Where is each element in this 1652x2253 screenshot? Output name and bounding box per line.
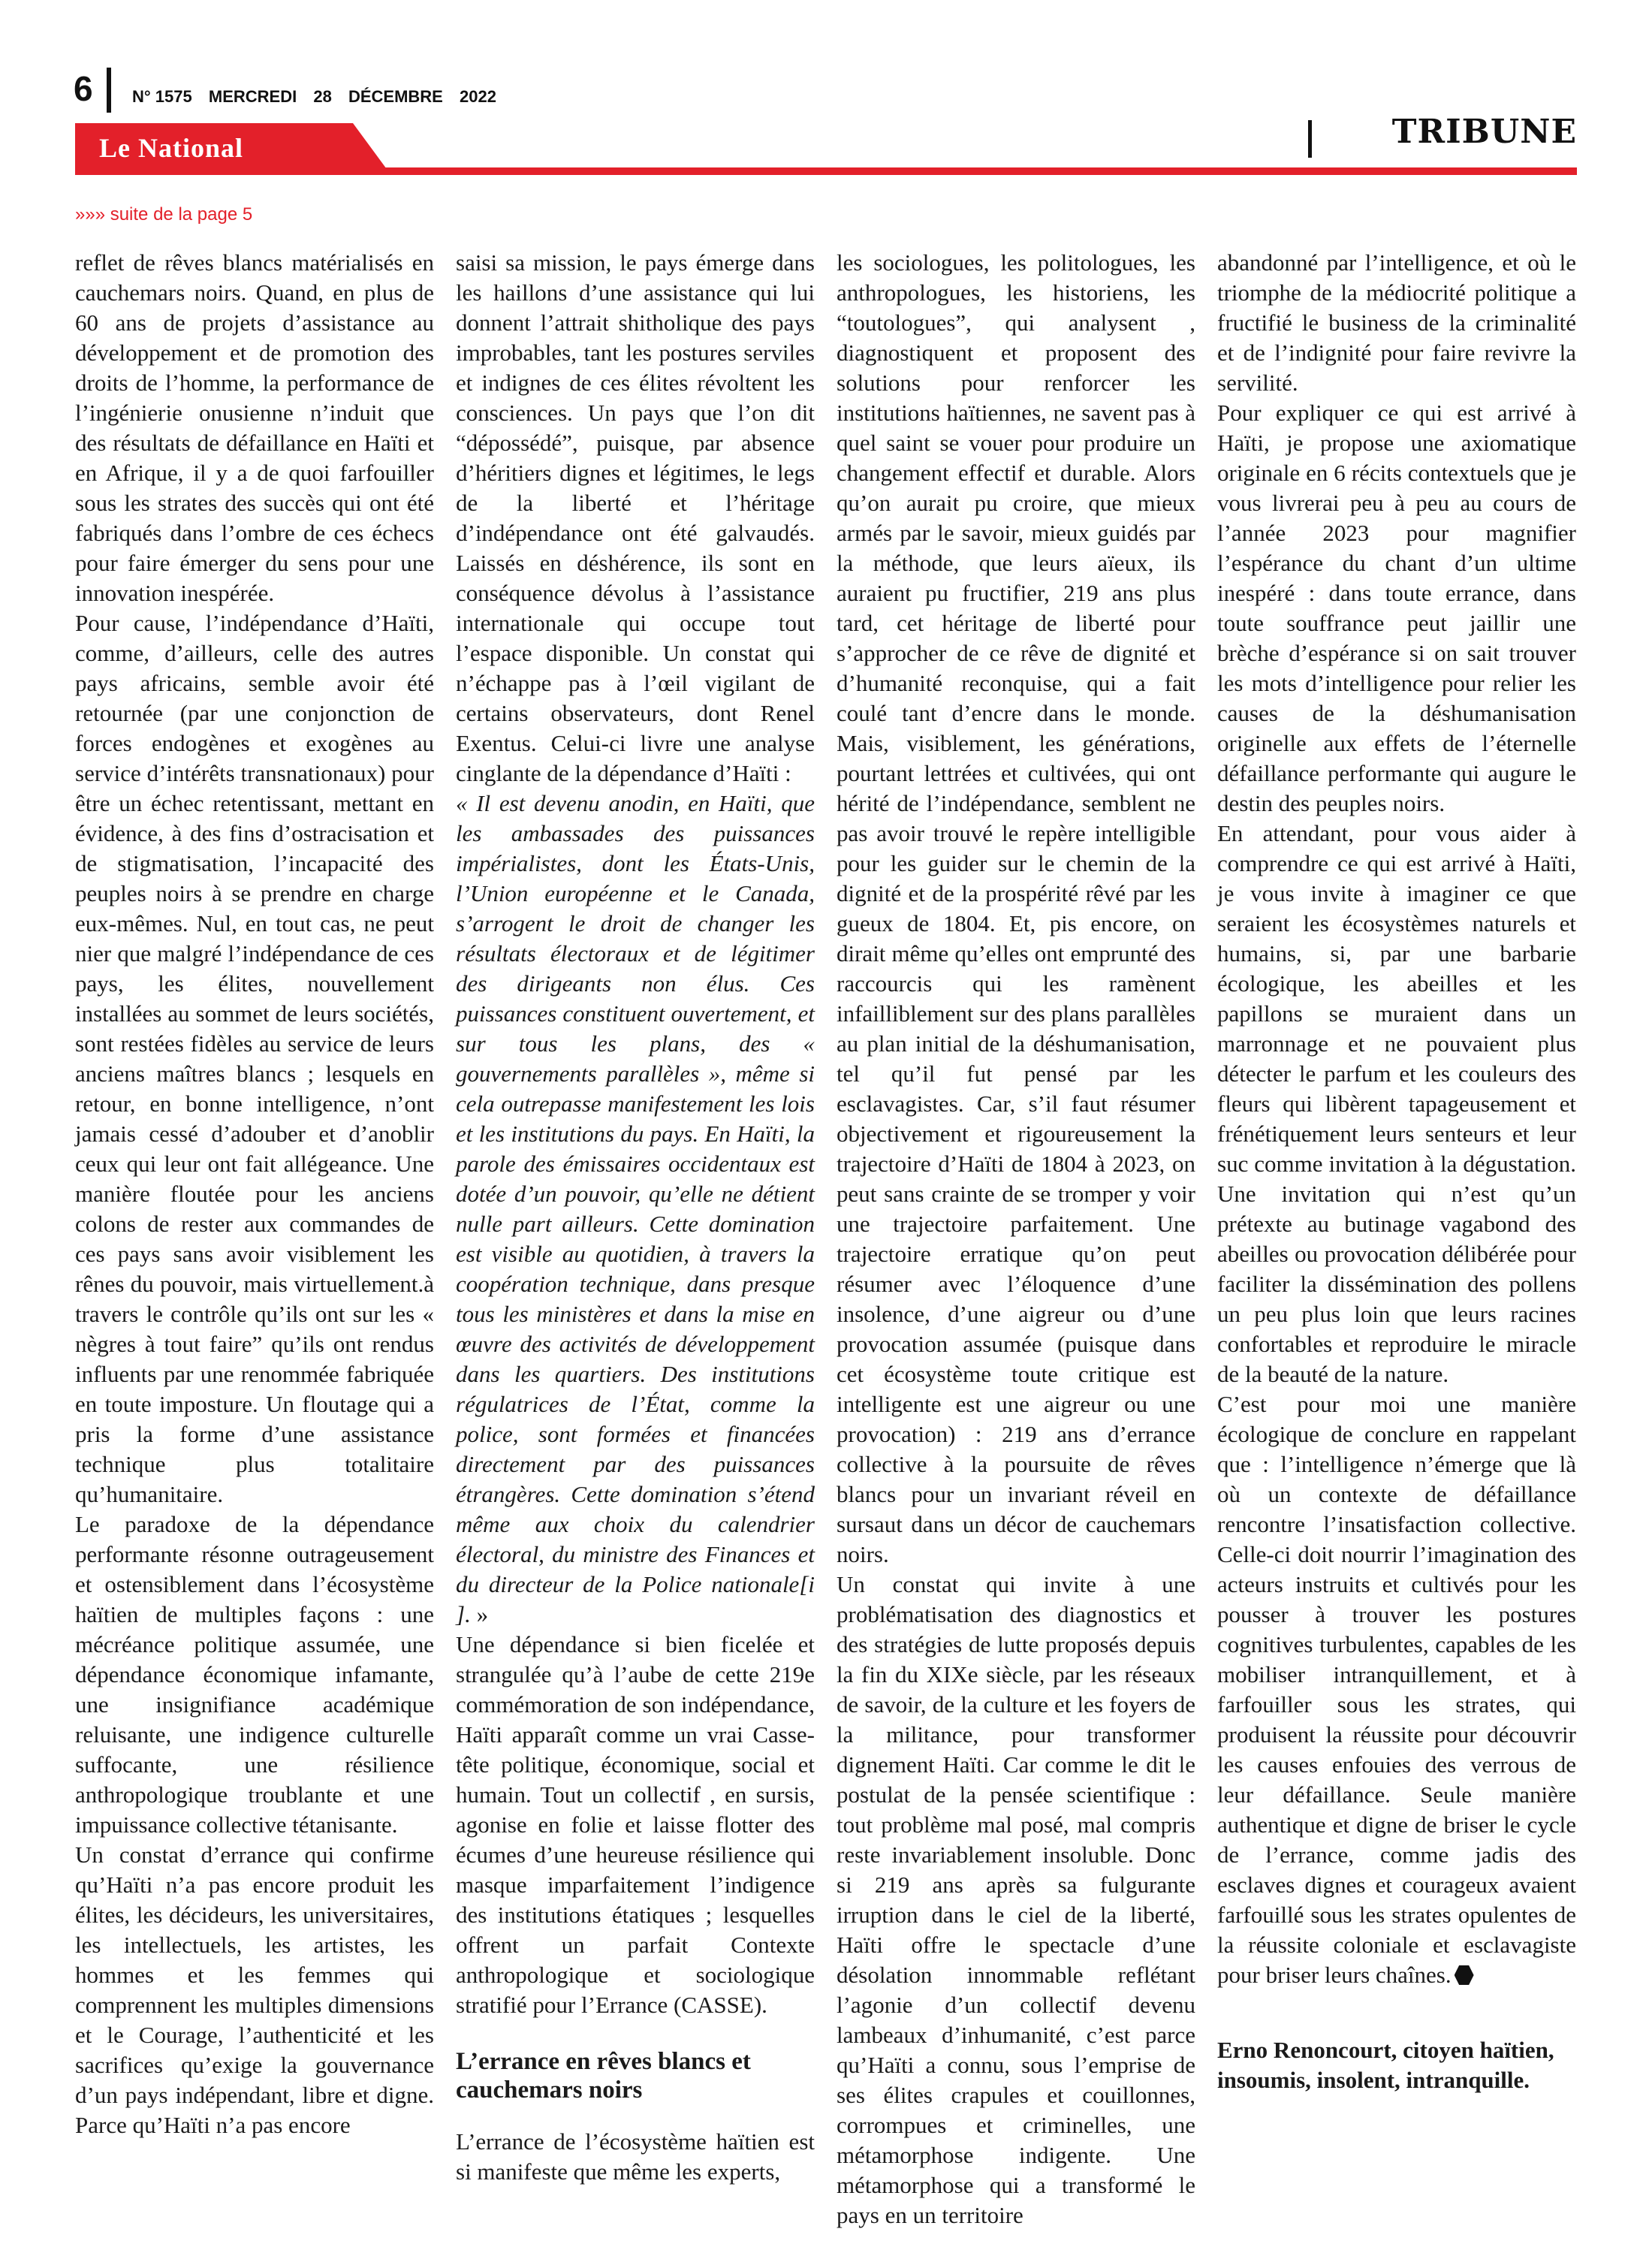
paragraph: Pour expliquer ce qui est arrivé à Haïti, je propose une axiomatique originale en 6 récits contextuels que je vous livrerai peu à peu au cours de l’année 2023 pour magnifier l’espérance du chant d’un ultime inespéré : dans toute errance, dans toute souffrance peut jaillir une brèche d’espérance si on sait trouver les mots d’intelligence pour relier les causes de la déshumanisation originelle aux effets de l’éternelle défaillance performante qui augure le destin des peuples noirs. — [1217, 400, 1576, 816]
continued-from-label: »»» suite de la page 5 — [75, 204, 253, 225]
end-mark-icon — [1455, 1965, 1474, 1985]
article-column-1 — [75, 248, 434, 2170]
quote-close: » — [470, 1601, 489, 1627]
paragraph: saisi sa mission, le pays émerge dans les haillons d’une assistance qui lui donnent l’attrait shitholique des pays improbables, tant les postures serviles et indignes de ces élites révoltent les consciences. Un pays que l’on dit “dépossédé”, puisque, par absence d’héritiers dignes et légitimes, le legs de la liberté et l’héritage d’indépendance ont été galvaudés. Laissés en déshérence, ils sont en conséquence dévolus à l’assistance internationale qui occupe tout l’espace disponible. Un constat qui n’échappe pas à l’œil vigilant de certains observateurs, dont Renel Exentus. Celui-ci livre une analyse cinglante de la dépendance d’Haïti : — [456, 249, 815, 786]
issue-year: 2022 — [459, 87, 496, 106]
page-number: 6 — [74, 69, 93, 108]
issue-number: N° 1575 — [132, 87, 192, 106]
paragraph: Pour cause, l’indépendance d’Haïti, comme, d’ailleurs, celle des autres pays africains, semble avoir été retournée (par une conjonction de forces endogènes et exogènes au service d’intérêts transnationaux) pour être un échec retentissant, mettant en évidence, à des fins d’ostracisation et de stigmatisation, l’incapacité des peuples noirs à se prendre en charge eux-mêmes. Nul, en tout cas, ne peut nier que malgré l’indépendance de ces pays, les élites, nouvellement installées au sommet de leurs sociétés, sont restées fidèles au service de leurs anciens maîtres blancs ; lesquels en retour, en bonne intelligence, n’ont jamais cessé d’adouber et d’anoblir ceux qui leur ont fait allégeance. Une manière floutée pour les anciens colons de rester aux commandes de ces pays sans avoir visiblement les rênes du pouvoir, mais virtuellement.à travers le contrôle qu’ils ont sur les « nègres à tout faire” qu’ils ont rendus influents par une renommée fabriquée en toute imposture. Un floutage qui a pris la forme d’une assistance technique plus totalitaire qu’humanitaire. — [75, 610, 434, 1507]
issue-dateline — [132, 87, 508, 107]
paragraph: Un constat qui invite à une problématisation des diagnostics et des stratégies de lutte proposés depuis la fin du XIXe siècle, par les réseaux de savoir, de la culture et les foyers de la militance, pour transformer dignement Haïti. Car comme le dit le postulat de la pensée scientifique : tout problème mal posé, mal compris reste invariablement insoluble. Donc si 219 ans après sa fulgurante irruption dans le ciel de la liberté, Haïti offre le spectacle d’une désolation innommable reflétant l’agonie d’un collectif devenu lambeaux d’inhumanité, c’est parce qu’Haïti a connu, sous l’emprise de ses élites crapules et couillonnes, corrompues et criminelles, une métamorphose indigente. Une métamorphose qui a transformé le pays en un territoire — [837, 1571, 1195, 2228]
masthead-banner — [75, 123, 390, 174]
issue-day: 28 — [313, 87, 332, 106]
newspaper-name: Le National — [99, 133, 244, 163]
article-column-2 — [456, 248, 815, 2185]
paragraph: En attendant, pour vous aider à comprendre ce qui est arrivé à Haïti, je vous invite à imaginer ce que seraient les écosystèmes naturels et humains, si, par une barbarie écologique, les abeilles et les papillons se muraient dans un marronnage et ne pouvaient plus détecter le parfum et les couleurs des fleurs qui libèrent tapageusement et frénétiquement leurs senteurs et leur suc comme invitation à la dégustation. Une invitation qui n’est qu’un prétexte au butinage vagabond des abeilles ou provocation délibérée pour faciliter la dissémination des pollens un peu plus loin que leurs racines confortables et reproduire le miracle de la beauté de la nature. — [1217, 820, 1576, 1387]
quote-paragraph — [456, 789, 815, 1630]
paragraph: abandonné par l’intelligence, et où le triomphe de la médiocrité politique a fructifié le business de la criminalité et de l’indignité pour faire revivre la servilité. — [1217, 249, 1576, 396]
subheading: L’errance en rêves blancs et cauchemars noirs — [456, 2048, 751, 2104]
paragraph: Le paradoxe de la dépendance performante résonne outrageusement et ostensiblement dans l’écosystème haïtien de multiples façons : une mécréance politique assumée, une dépendance économique infamante, une insignifiance académique reluisante, une indigence culturelle suffocante, une résilience anthropologique troublante et une impuissance collective tétanisante. — [75, 1511, 434, 1838]
page-number-divider — [107, 68, 111, 113]
issue-weekday: MERCREDI — [208, 87, 297, 106]
section-title: TRIBUNE — [1391, 113, 1577, 151]
issue-month: DÉCEMBRE — [348, 87, 443, 106]
paragraph: L’errance de l’écosystème haïtien est si manifeste que même les experts, — [456, 2128, 815, 2185]
block-quote: « Il est devenu anodin, en Haïti, que les ambassades des puissances impérialistes, dont les États-Unis, l’Union européenne et le Canada, s’arrogent le droit de changer les résultats électoraux et de légitimer des dirigeants non élus. Ces puissances constituent ouvertement, et sur tous les plans, des « gouvernements parallèles », même si cela outrepasse manifestement les lois et les institutions du pays. En Haïti, la parole des émissaires occidentaux est dotée d’un pouvoir, qu’elle ne détient nulle part ailleurs. Cette domination est visible au quotidien, à travers la coopération technique, dans presque tous les ministères et dans la mise en œuvre des activités de développement dans les quartiers. Des institutions régulatrices de l’État, comme la police, sont formées et financées directement par des puissances étrangères. Cette domination s’étend même aux choix du calendrier électoral, du ministre des Finances et du directeur de la Police nationale[i ]. — [456, 790, 815, 1627]
paragraph-text: C’est pour moi une manière écologique de conclure en rappelant que : l’intelligence n’émerge que là où un contexte de défaillance rencontre l’insatisfaction collective. Celle-ci doit nourrir l’imagination des acteurs instruits et cultivés pour les pousser à trouver les postures cognitives turbulentes, capables de les mobiliser intranquillement, et à farfouiller sous les strates, qui produisent la réussite pour découvrir les causes enfouies des verrous de leur défaillance. Seule manière authentique et digne de briser le cycle de l’errance, comme jadis des esclaves dignes et courageux avaient farfouillé sous les strates opulentes de la réussite coloniale et esclavagiste pour briser leurs chaînes. — [1217, 1391, 1576, 1988]
paragraph: Une dépendance si bien ficelée et strangulée qu’à l’aube de cette 219e commémoration de son indépendance, Haïti apparaît comme un vrai Casse-tête politique, économique, social et humain. Tout un collectif , en sursis, agonise en folie et laisse flotter des écumes d’une heureuse résilience qui masque imparfaitement l’indigence des institutions étatiques ; lesquelles offrent un parfait Contexte anthropologique et sociologique stratifié pour l’Errance (CASSE). — [456, 1631, 815, 2018]
paragraph: Un constat d’errance qui confirme qu’Haïti n’a pas encore produit les élites, les décideurs, les universitaires, les intellectuels, les artistes, les hommes et les femmes qui comprennent les multiples dimensions et le Courage, l’authenticité et les sacrifices qu’exige la gouvernance d’un pays indépendant, libre et digne. Parce qu’Haïti n’a pas encore — [75, 1841, 434, 2138]
paragraph: reflet de rêves blancs matérialisés en cauchemars noirs. Quand, en plus de 60 ans de projets d’assistance au développement et de promotion des droits de l’homme, la performance de l’ingénierie onusienne n’induit que des résultats de défaillance en Haïti et en Afrique, il y a de quoi farfouiller sous les strates des succès qui ont été fabriqués dans l’ombre de ces échecs pour faire émerger du sens pour une innovation inespérée. — [75, 249, 434, 606]
article-column-3 — [837, 248, 1195, 2228]
author-signature: Erno Renoncourt, citoyen haïtien, insoumis, insolent, intranquille. — [1217, 2037, 1554, 2093]
closing-paragraph — [1217, 1389, 1576, 1990]
section-divider — [1308, 120, 1312, 158]
article-column-4 — [1217, 248, 1576, 2170]
paragraph: les sociologues, les politologues, les anthropologues, les historiens, les “toutologues”, qui analysent , diagnostiquent et proposent des solutions pour renforcer les institutions haïtiennes, ne savent pas à quel saint se vouer pour produire un changement effectif et durable. Alors qu’on aurait pu croire, que mieux armés par le savoir, mieux guidés par la méthode, que leurs aïeux, ils auraient pu fructifier, 219 ans plus tard, cet héritage de liberté pour s’approcher de ce rêve de dignité et d’humanité reconquise, qui a fait coulé tant d’encre dans le monde. Mais, visiblement, les générations, pourtant lettrées et cultivées, qui ont hérité de l’indépendance, semblent ne pas avoir trouvé le repère intelligible pour les guider sur le chemin de la dignité et de la prospérité rêvé par les gueux de 1804. Et, pis encore, on dirait même qu’elles ont emprunté des raccourcis qui les ramènent infailliblement sur des plans parallèles au plan initial de la déshumanisation, tel qu’il fut pensé par les esclavagistes. Car, s’il faut résumer objectivement et rigoureusement la trajectoire d’Haïti de 1804 à 2023, on peut sans crainte de se tromper y voir une trajectoire parfaitement. Une trajectoire erratique qu’on peut résumer avec l’éloquence d’une insolence, d’une aigreur ou d’une provocation assumée (puisque dans cet écosystème toute critique est intelligente est une aigreur ou une provocation) : 219 ans d’errance collective à la poursuite de rêves blancs pour un invariant réveil en sursaut dans un décor de cauchemars noirs. — [837, 249, 1195, 1567]
